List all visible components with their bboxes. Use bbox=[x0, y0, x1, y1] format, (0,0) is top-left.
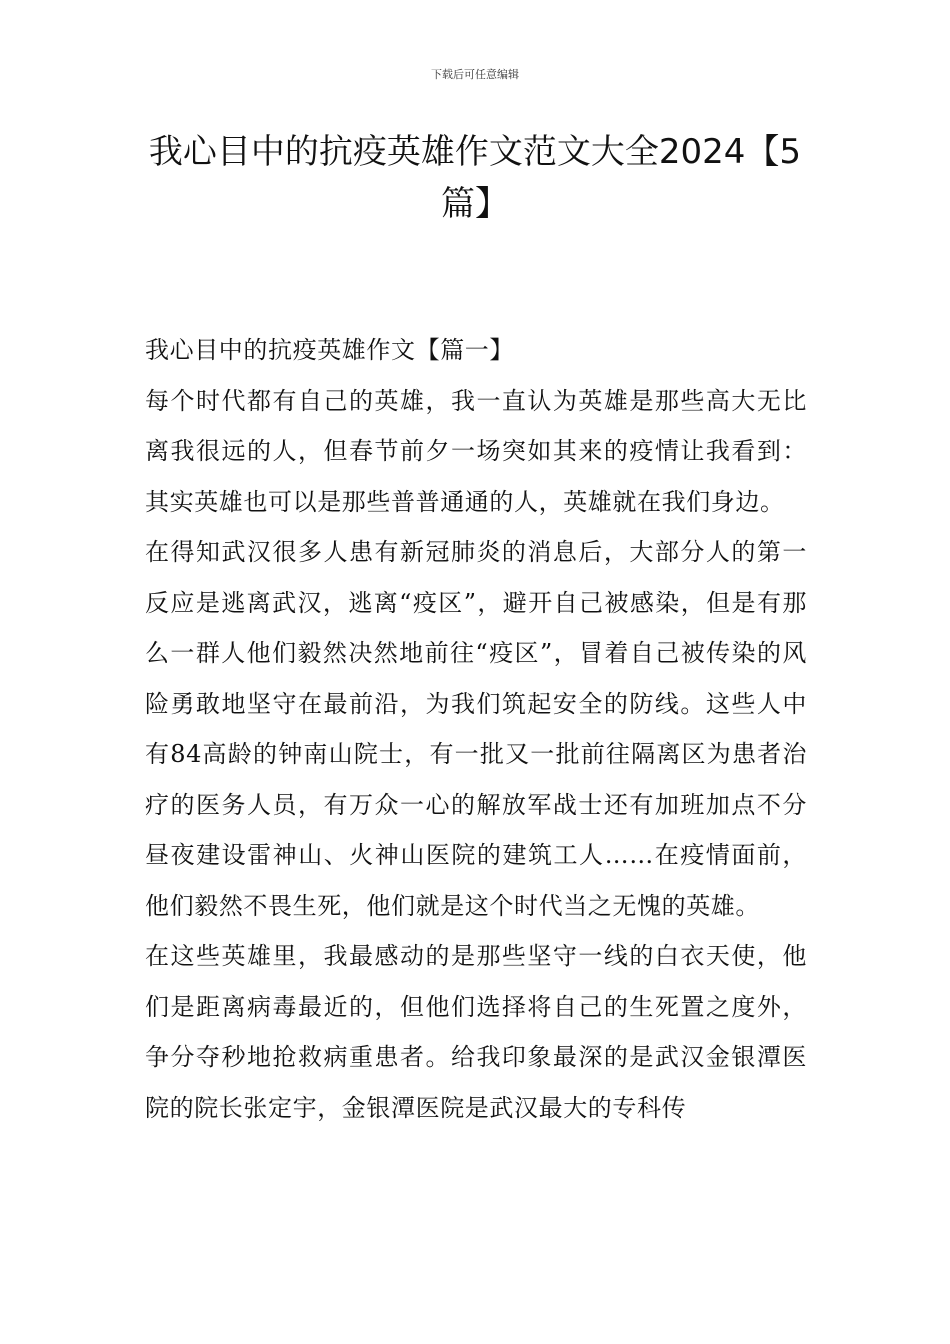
paragraph-1: 每个时代都有自己的英雄，我一直认为英雄是那些高大无比离我很远的人，但春节前夕一场突如其来的疫情让我看到：其实英雄也可以是那些普普通通的人，英雄就在我们身边。 bbox=[145, 386, 807, 516]
header-note: 下载后可任意编辑 bbox=[431, 68, 519, 81]
paragraph-3: 在这些英雄里，我最感动的是那些坚守一线的白衣天使，他们是距离病毒最近的，但他们选择将自己的生死置之度外，争分夺秒地抢救病重患者。给我印象最深的是武汉金银潭医院的院长张定宇，金银潭医院是武汉最大的专科传 bbox=[145, 942, 807, 1122]
section-heading: 我心目中的抗疫英雄作文【篇一】 bbox=[145, 336, 514, 364]
document-body bbox=[145, 325, 807, 1133]
document-title: 我心目中的抗疫英雄作文范文大全2024【5篇】 bbox=[148, 132, 802, 224]
paragraph-2: 在得知武汉很多人患有新冠肺炎的消息后，大部分人的第一反应是逃离武汉，逃离“疫区”，避开自己被感染，但是有那么一群人他们毅然决然地前往“疫区”，冒着自己被传染的风险勇敢地坚守在最前沿，为我们筑起安全的防线。这些人中有84高龄的钟南山院士，有一批又一批前往隔离区为患者治疗的医务人员，有万众一心的解放军战士还有加班加点不分昼夜建设雷神山、火神山医院的建筑工人……在疫情面前，他们毅然不畏生死，他们就是这个时代当之无愧的英雄。 bbox=[145, 538, 807, 920]
